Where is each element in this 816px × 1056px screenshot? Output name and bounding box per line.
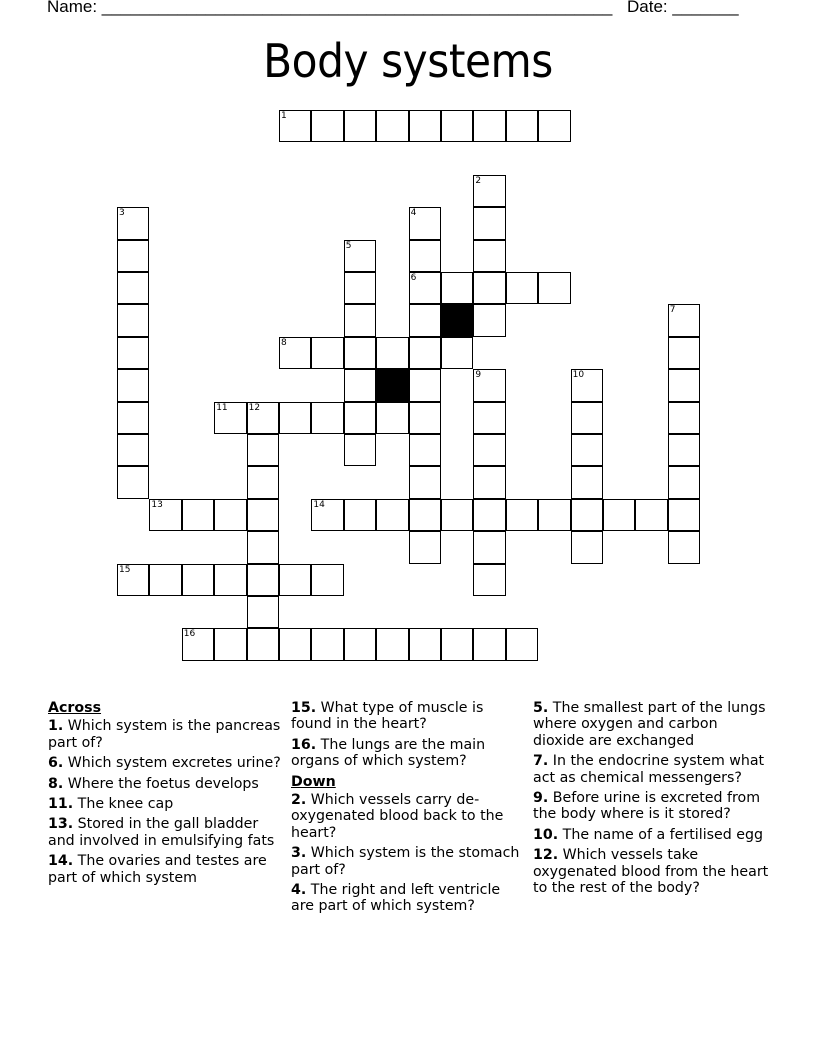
clue-across-15 [291, 700, 526, 733]
clue-text: Where the foetus develops [67, 775, 259, 792]
grid-cell[interactable] [182, 499, 214, 531]
grid-cell[interactable] [409, 499, 441, 531]
grid-cell[interactable] [538, 272, 570, 304]
clue-text: Which system excretes urine? [67, 755, 281, 772]
grid-cell[interactable] [668, 337, 700, 369]
black-cell [441, 304, 473, 336]
grid-cell[interactable] [311, 499, 343, 531]
clue-number: 15. [291, 700, 317, 716]
clue-number: 14. [48, 853, 74, 870]
clue-number: 11. [48, 796, 74, 813]
grid-cell[interactable] [376, 499, 408, 531]
grid-cell[interactable] [473, 466, 505, 498]
grid-cell[interactable] [247, 402, 279, 434]
grid-cell[interactable] [117, 402, 149, 434]
clue-text: Which vessels carry de-oxygenated blood back to the heart? [291, 792, 504, 841]
cell-number: 16 [183, 629, 196, 640]
grid-cell[interactable] [279, 337, 311, 369]
grid-cell[interactable] [473, 110, 505, 142]
name-field-label[interactable]: Name: ______________________________________________________ [47, 0, 613, 16]
grid-cell[interactable] [311, 402, 343, 434]
grid-cell[interactable] [409, 531, 441, 563]
clue-number: 1. [48, 718, 64, 735]
grid-cell[interactable] [311, 628, 343, 660]
grid-cell[interactable] [473, 369, 505, 401]
cell-number: 3 [119, 208, 125, 219]
grid-cell[interactable] [473, 628, 505, 660]
clue-text: Which vessels take oxygenated blood from the heart to the rest of the body? [533, 847, 769, 897]
grid-cell[interactable] [538, 499, 570, 531]
clue-down-5 [533, 700, 773, 749]
grid-cell[interactable] [117, 240, 149, 272]
grid-cell[interactable] [441, 337, 473, 369]
grid-cell[interactable] [473, 240, 505, 272]
grid-cell[interactable] [214, 499, 246, 531]
grid-cell[interactable] [279, 628, 311, 660]
grid-cell[interactable] [247, 531, 279, 563]
clues-column-2 [291, 700, 526, 919]
clue-down-2 [291, 792, 526, 841]
grid-cell[interactable] [603, 499, 635, 531]
clue-text: The smallest part of the lungs where oxygen and carbon dioxide are exchanged [533, 700, 766, 749]
grid-cell[interactable] [117, 272, 149, 304]
grid-cell[interactable] [344, 110, 376, 142]
down-heading: Down [291, 773, 336, 790]
clue-down-4 [291, 882, 526, 915]
clue-number: 9. [533, 790, 549, 807]
grid-cell[interactable] [668, 304, 700, 336]
crossword-grid [117, 110, 701, 662]
grid-cell[interactable] [409, 272, 441, 304]
grid-cell[interactable] [409, 369, 441, 401]
grid-cell[interactable] [473, 499, 505, 531]
grid-cell[interactable] [376, 402, 408, 434]
cell-number: 12 [248, 402, 261, 413]
grid-cell[interactable] [409, 628, 441, 660]
clue-text: The knee cap [77, 796, 174, 813]
clue-down-7 [533, 753, 773, 786]
across-heading: Across [48, 700, 102, 716]
date-field-label[interactable]: Date: _______ [627, 0, 739, 16]
clue-text: What type of muscle is found in the heart? [291, 700, 484, 733]
clue-across-16 [291, 737, 526, 770]
clue-number: 8. [48, 775, 64, 792]
grid-cell[interactable] [117, 304, 149, 336]
cell-number: 4 [410, 208, 417, 219]
grid-cell[interactable] [473, 434, 505, 466]
grid-cell[interactable] [247, 434, 279, 466]
grid-cell[interactable] [247, 564, 279, 596]
grid-cell[interactable] [473, 272, 505, 304]
clue-text: Which system is the stomach part of? [291, 845, 520, 878]
grid-cell[interactable] [117, 369, 149, 401]
clues-column-1 [48, 700, 283, 890]
grid-cell[interactable] [571, 531, 603, 563]
cell-number: 1 [281, 111, 287, 121]
grid-cell[interactable] [149, 564, 181, 596]
grid-cell[interactable] [571, 434, 603, 466]
grid-cell[interactable] [506, 110, 538, 142]
grid-cell[interactable] [376, 337, 408, 369]
clue-number: 10. [533, 826, 559, 843]
clue-down-12 [533, 847, 773, 896]
cell-number: 8 [281, 337, 287, 348]
grid-cell[interactable] [473, 304, 505, 336]
clue-number: 3. [291, 845, 307, 862]
cell-number: 9 [475, 370, 482, 381]
grid-cell[interactable] [247, 499, 279, 531]
grid-cell[interactable] [668, 434, 700, 466]
grid-cell[interactable] [668, 369, 700, 401]
grid-cell[interactable] [344, 304, 376, 336]
grid-cell[interactable] [571, 466, 603, 498]
clue-across-6 [48, 755, 283, 771]
clue-down-3 [291, 845, 526, 878]
grid-cell[interactable] [279, 110, 311, 142]
cell-number: 14 [313, 499, 325, 510]
grid-cell[interactable] [376, 628, 408, 660]
cell-number: 5 [345, 240, 352, 251]
grid-cell[interactable] [117, 466, 149, 498]
grid-cell[interactable] [441, 628, 473, 660]
clue-across-1 [48, 718, 283, 751]
grid-cell[interactable] [571, 499, 603, 531]
grid-cell[interactable] [635, 499, 667, 531]
clue-number: 6. [48, 755, 64, 772]
grid-cell[interactable] [376, 110, 408, 142]
grid-cell[interactable] [344, 272, 376, 304]
cell-number: 10 [572, 370, 585, 381]
grid-cell[interactable] [441, 110, 473, 142]
clue-text: Before urine is excreted from the body where is it stored? [533, 790, 761, 823]
clue-across-13 [48, 816, 283, 849]
grid-cell[interactable] [441, 272, 473, 304]
clue-down-10 [533, 827, 773, 843]
grid-cell[interactable] [473, 402, 505, 434]
cell-number: 7 [669, 305, 676, 316]
black-cell [376, 369, 408, 401]
grid-cell[interactable] [344, 337, 376, 369]
grid-cell[interactable] [506, 499, 538, 531]
clue-number: 7. [533, 753, 549, 770]
grid-cell[interactable] [311, 564, 343, 596]
grid-cell[interactable] [409, 434, 441, 466]
cell-number: 13 [151, 499, 163, 510]
grid-cell[interactable] [117, 207, 149, 239]
grid-cell[interactable] [473, 564, 505, 596]
grid-cell[interactable] [409, 207, 441, 239]
cell-number: 2 [475, 175, 482, 186]
clue-number: 16. [291, 736, 317, 753]
clue-text: The right and left ventricle are part of which system? [291, 882, 501, 915]
grid-cell[interactable] [473, 175, 505, 207]
grid-cell[interactable] [473, 207, 505, 239]
grid-cell[interactable] [117, 564, 149, 596]
grid-cell[interactable] [409, 304, 441, 336]
page-title: Body systems [263, 34, 553, 88]
clue-number: 5. [533, 700, 549, 716]
grid-cell[interactable] [668, 402, 700, 434]
clue-text: Which system is the pancreas part of? [48, 718, 281, 751]
grid-cell[interactable] [409, 240, 441, 272]
grid-cell[interactable] [571, 402, 603, 434]
clue-text: The lungs are the main organs of which system? [291, 736, 486, 770]
grid-cell[interactable] [538, 110, 570, 142]
grid-cell[interactable] [344, 499, 376, 531]
grid-cell[interactable] [247, 596, 279, 628]
grid-cell[interactable] [506, 628, 538, 660]
grid-cell[interactable] [247, 628, 279, 660]
grid-cell[interactable] [214, 564, 246, 596]
grid-cell[interactable] [214, 402, 246, 434]
grid-cell[interactable] [409, 466, 441, 498]
cell-number: 15 [119, 564, 131, 575]
clue-number: 2. [291, 792, 307, 809]
grid-cell[interactable] [311, 110, 343, 142]
clue-across-8 [48, 776, 283, 792]
grid-cell[interactable] [668, 531, 700, 563]
grid-cell[interactable] [182, 564, 214, 596]
clue-number: 13. [48, 816, 74, 833]
cell-number: 6 [410, 273, 417, 283]
grid-cell[interactable] [279, 564, 311, 596]
grid-cell[interactable] [117, 434, 149, 466]
clue-text: The ovaries and testes are part of which system [48, 853, 267, 886]
grid-cell[interactable] [344, 369, 376, 401]
clue-text: Stored in the gall bladder and involved in emulsifying fats [48, 816, 275, 849]
cell-number: 11 [216, 402, 228, 413]
grid-cell[interactable] [214, 628, 246, 660]
clue-number: 12. [533, 847, 559, 864]
grid-cell[interactable] [441, 499, 473, 531]
clue-text: In the endocrine system what act as chemical messengers? [533, 753, 765, 786]
grid-cell[interactable] [571, 369, 603, 401]
grid-cell[interactable] [247, 466, 279, 498]
grid-cell[interactable] [409, 402, 441, 434]
grid-cell[interactable] [506, 272, 538, 304]
grid-cell[interactable] [279, 402, 311, 434]
grid-cell[interactable] [344, 402, 376, 434]
grid-cell[interactable] [344, 628, 376, 660]
clue-text: The name of a fertilised egg [562, 826, 764, 843]
grid-cell[interactable] [117, 337, 149, 369]
clues-column-3 [533, 700, 773, 900]
grid-cell[interactable] [473, 531, 505, 563]
clue-across-11 [48, 796, 283, 812]
grid-cell[interactable] [668, 499, 700, 531]
grid-cell[interactable] [149, 499, 181, 531]
grid-cell[interactable] [344, 240, 376, 272]
grid-cell[interactable] [182, 628, 214, 660]
grid-cell[interactable] [311, 337, 343, 369]
grid-cell[interactable] [668, 466, 700, 498]
clue-down-9 [533, 790, 773, 823]
grid-cell[interactable] [409, 337, 441, 369]
grid-cell[interactable] [344, 434, 376, 466]
grid-cell[interactable] [409, 110, 441, 142]
clue-across-14 [48, 853, 283, 886]
clue-number: 4. [291, 882, 307, 899]
